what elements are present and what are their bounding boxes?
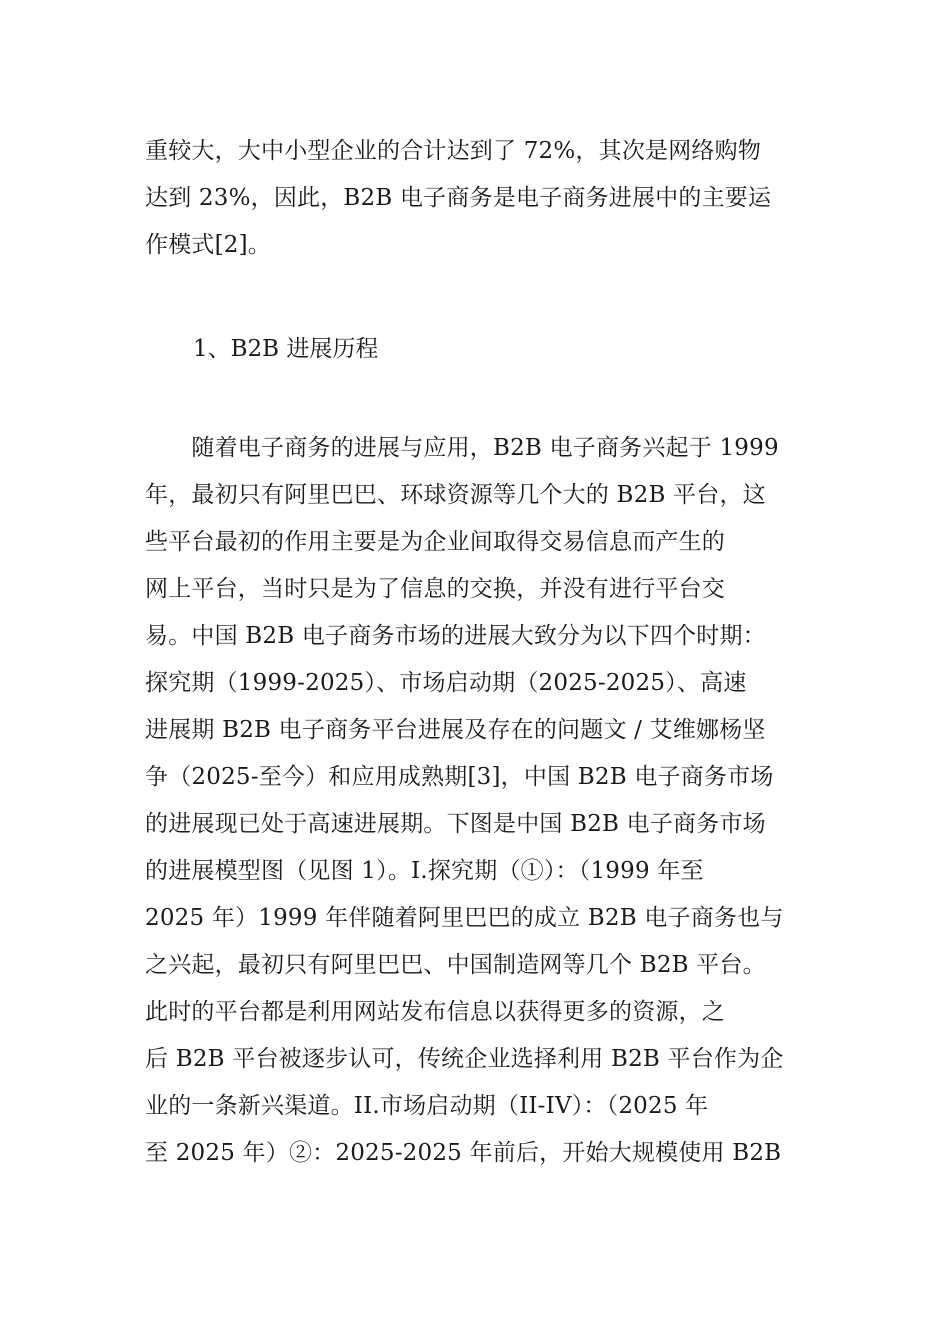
paragraph-line: 进展期 B2B 电子商务平台进展及存在的问题文 / 艾维娜杨坚 [145,717,766,743]
paragraph-line: 2025 年）1999 年伴随着阿里巴巴的成立 B2B 电子商务也与 [145,905,784,931]
paragraph-line: 年，最初只有阿里巴巴、环球资源等几个大的 B2B 平台，这 [145,482,766,508]
paragraph-line: 探究期（1999-2025）、市场启动期（2025-2025）、高速 [145,670,747,696]
paragraph-line: 些平台最初的作用主要是为企业间取得交易信息而产生的 [145,529,725,555]
paragraph-line: 作模式[2]。 [145,232,271,258]
paragraph-intro [145,128,810,269]
paragraph-history [145,425,810,1177]
paragraph-line: 至 2025 年）②：2025-2025 年前后，开始大规模使用 B2B [145,1140,782,1166]
paragraph-line: 的进展模型图（见图 1）。I.探究期（①）：（1999 年至 [145,858,704,884]
section-heading: 1、B2B 进展历程 [193,336,379,362]
paragraph-line: 达到 23%，因此，B2B 电子商务是电子商务进展中的主要运 [145,185,772,211]
paragraph-line: 重较大，大中小型企业的合计达到了 72%，其次是网络购物 [145,138,762,164]
paragraph-line: 业的一条新兴渠道。II.市场启动期（II-IV）：（2025 年 [145,1093,709,1119]
paragraph-line: 此时的平台都是利用网站发布信息以获得更多的资源，之 [145,999,725,1025]
paragraph-line: 网上平台，当时只是为了信息的交换，并没有进行平台交 [145,576,725,602]
paragraph-line: 争（2025-至今）和应用成熟期[3]，中国 B2B 电子商务市场 [145,764,774,790]
paragraph-line: 易。中国 B2B 电子商务市场的进展大致分为以下四个时期： [145,623,766,649]
paragraph-line: 后 B2B 平台被逐步认可，传统企业选择利用 B2B 平台作为企 [145,1046,784,1072]
paragraph-line: 的进展现已处于高速进展期。下图是中国 B2B 电子商务市场 [145,811,766,837]
paragraph-line: 随着电子商务的进展与应用，B2B 电子商务兴起于 1999 [145,435,779,461]
paragraph-line: 之兴起，最初只有阿里巴巴、中国制造网等几个 B2B 平台。 [145,952,766,978]
